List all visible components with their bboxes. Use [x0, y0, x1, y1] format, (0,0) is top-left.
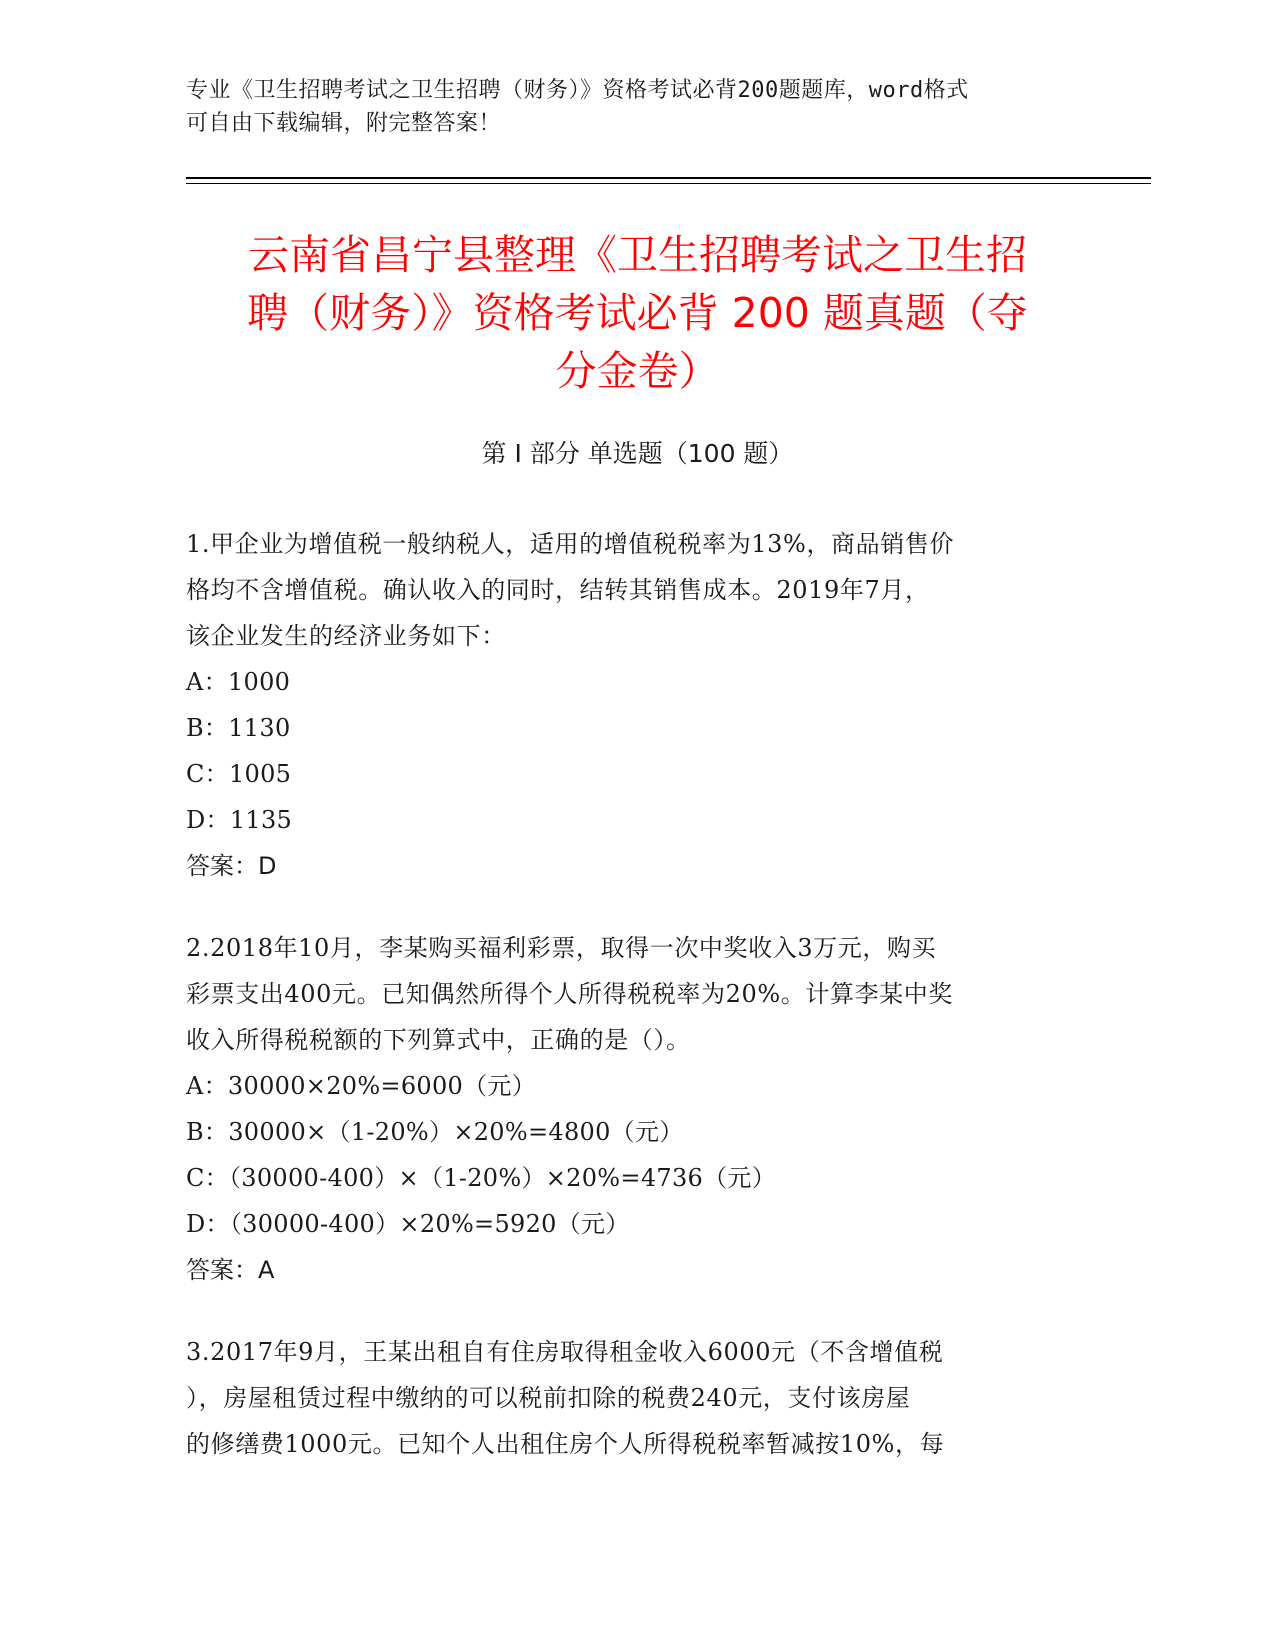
option-a: A：1000 — [186, 668, 291, 696]
question-3 — [186, 1329, 1086, 1467]
header-rule-thin — [186, 183, 1151, 184]
document-title — [186, 226, 1089, 400]
question-2 — [186, 925, 1086, 1293]
title-line: 分金卷） — [555, 347, 720, 395]
section-title: 第 I 部分 单选题（100 题） — [481, 439, 794, 468]
option-c: C：1005 — [186, 760, 292, 788]
option-d: D：1135 — [186, 806, 293, 834]
question-text-line: ），房屋租赁过程中缴纳的可以税前扣除的税费240元，支付该房屋 — [186, 1384, 911, 1412]
question-text-line: 格均不含增值税。确认收入的同时，结转其销售成本。2019年7月， — [186, 576, 930, 604]
option-b: B：30000×（1-20%）×20%=4800（元） — [186, 1118, 684, 1146]
question-text-line: 3.2017年9月，王某出租自有住房取得租金收入6000元（不含增值税 — [186, 1338, 944, 1366]
header-rule-thick — [186, 177, 1151, 179]
option-b: B：1130 — [186, 714, 291, 742]
answer: 答案：D — [186, 852, 277, 880]
question-text-line: 1.甲企业为增值税一般纳税人，适用的增值税税率为13%，商品销售价 — [186, 530, 955, 558]
header-line: 可自由下载编辑，附完整答案！ — [186, 111, 502, 136]
answer: 答案：A — [186, 1256, 275, 1284]
question-text-line: 收入所得税税额的下列算式中，正确的是（）。 — [186, 1026, 691, 1054]
title-line: 云南省昌宁县整理《卫生招聘考试之卫生招 — [248, 231, 1027, 279]
question-text-line: 的修缮费1000元。已知个人出租住房个人所得税税率暂减按10%，每 — [186, 1430, 945, 1458]
header-note — [186, 74, 1066, 140]
question-text-line: 该企业发生的经济业务如下： — [186, 622, 506, 650]
option-a: A：30000×20%=6000（元） — [186, 1072, 537, 1100]
header-line: 专业《卫生招聘考试之卫生招聘（财务）》资格考试必背200题题库，word格式 — [186, 78, 969, 103]
question-text-line: 彩票支出400元。已知偶然所得个人所得税税率为20%。计算李某中奖 — [186, 980, 953, 1008]
option-d: D：（30000-400）×20%=5920（元） — [186, 1210, 630, 1238]
question-1 — [186, 521, 1086, 889]
title-line: 聘（财务）》资格考试必背 200 题真题（夺 — [247, 289, 1028, 337]
question-text-line: 2.2018年10月，李某购买福利彩票，取得一次中奖收入3万元，购买 — [186, 934, 937, 962]
option-c: C：（30000-400）×（1-20%）×20%=4736（元） — [186, 1164, 777, 1192]
